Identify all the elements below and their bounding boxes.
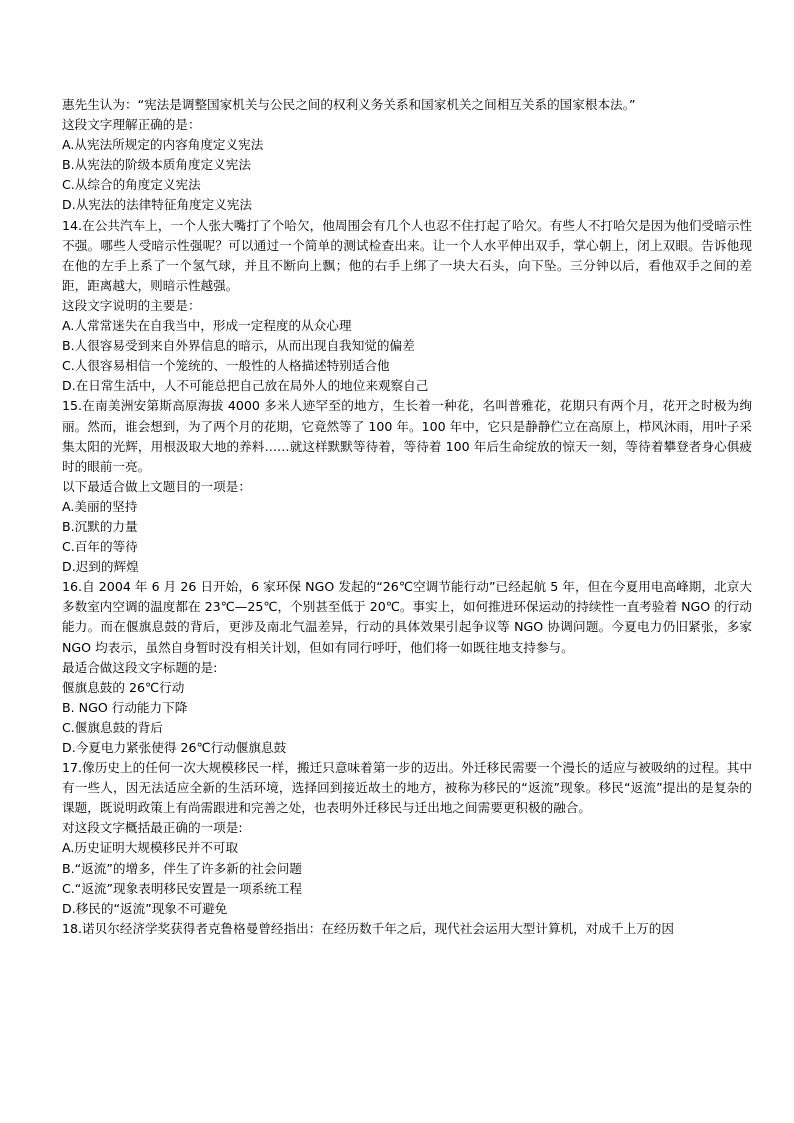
q16-stem: 16.自 2004 年 6 月 26 日开始，6 家环保 NGO 发起的“26℃空调节能行动”已经起航 5 年，但在今夏用电高峰期，北京大多数室内空调的温度都在 23℃—25℃，个别甚至低于 20℃。事实上，如何推进环保运动的持续性一直考验着 NGO 的行动能力。而在偃旗息鼓的背后，更涉及南北气温差异，行动的具体效果引起争议等 NGO 协调问题。今夏电力仍旧紧张，多家 NGO 均表示，虽然自身暂时没有相关计划，但如有同行呼吁，他们将一如既往地支持参与。 (62, 579, 752, 655)
q14-stem: 14.在公共汽车上，一个人张大嘴打了个哈欠，他周围会有几个人也忍不住打起了哈欠。有些人不打哈欠是因为他们受暗示性不强。哪些人受暗示性强呢？可以通过一个简单的测试检查出来。让一个人水平伸出双手，掌心朝上，闭上双眼。告诉他现在他的左手上系了一个氢气球，并且不断向上飘；他的右手上绑了一块大石头，向下坠。三分钟以后，看他双手之间的差距，距离越大，则暗示性越强。 (62, 217, 752, 293)
q14-option-b: B.人很容易受到来自外界信息的暗示，从而出现自我知觉的偏差 (62, 338, 415, 354)
q16-option-b: B. NGO 行动能力下降 (62, 699, 188, 715)
q17-question: 对这段文字概括最正确的一项是: (62, 820, 243, 836)
q17-option-c: C.“返流”现象表明移民安置是一项系统工程 (62, 880, 302, 896)
q15-question: 以下最适合做上文题目的一项是： (62, 478, 251, 494)
q14-option-d: D.在日常生活中，人不可能总把自己放在局外人的地位来观察自己 (62, 378, 429, 394)
q17-stem: 17.像历史上的任何一次大规模移民一样，搬迁只意味着第一步的迈出。外迁移民需要一个漫长的适应与被吸纳的过程。其中有一些人，因无法适应全新的生活环境，选择回到接近故土的地方，被称为移民的“返流”现象。移民“返流”提出的是复杂的课题，既说明政策上有尚需跟进和完善之处，也表明外迁移民与迁出地之间需要更积极的融合。 (62, 760, 752, 816)
q14-question: 这段文字说明的主要是： (62, 297, 201, 313)
q17-option-d: D.移民的“返流”现象不可避免 (62, 900, 228, 916)
q13-option-b: B.从宪法的阶级本质角度定义宪法 (62, 157, 251, 173)
q16-question: 最适合做这段文字标题的是: (62, 659, 218, 675)
q15-option-b: B.沉默的力量 (62, 518, 138, 534)
q13-option-d: D.从宪法的法律特征角度定义宪法 (62, 197, 253, 213)
q14-option-a: A.人常常迷失在自我当中，形成一定程度的从众心理 (62, 318, 352, 334)
q17-option-a: A.历史证明大规模移民并不可取 (62, 840, 239, 856)
q13-option-a: A.从宪法所规定的内容角度定义宪法 (62, 137, 264, 153)
q16-option-a: 偃旗息鼓的 26℃行动 (62, 679, 185, 695)
q13-stem: 惠先生认为：“宪法是调整国家机关与公民之间的权利义务关系和国家机关之间相互关系的国家根本法。” (62, 97, 636, 112)
q16-option-c: C.偃旗息鼓的背后 (62, 719, 163, 735)
q17-option-b: B.“返流”的增多，伴生了许多新的社会问题 (62, 860, 302, 876)
q18-stem: 18.诺贝尔经济学奖获得者克鲁格曼曾经指出：在经历数千年之后，现代社会运用大型计算机，对成千上万的因 (62, 920, 674, 936)
q14-option-c: C.人很容易相信一个笼统的、一般性的人格描述特别适合他 (62, 358, 390, 374)
q13-option-c: C.从综合的角度定义宪法 (62, 177, 201, 193)
q16-option-d: D.今夏电力紧张使得 26℃行动偃旗息鼓 (62, 740, 287, 755)
q15-option-a: A.美丽的坚持 (62, 498, 138, 514)
exam-page (62, 95, 752, 939)
q15-option-c: C.百年的等待 (62, 539, 138, 555)
q15-stem: 15.在南美洲安第斯高原海拔 4000 多米人迹罕至的地方，生长着一种花，名叫普雅花，花期只有两个月，花开之时极为绚丽。然而，谁会想到，为了两个月的花期，它竟然等了 100 年。100 年中，它只是静静伫立在高原上，栉风沐雨，用叶子采集太阳的光辉，用根汲取大地的养料……就这样默默等待着，等待着 100 年后生命绽放的惊天一刻，等待着攀登者身心俱疲时的眼前一亮。 (62, 398, 752, 474)
q13-question: 这段文字理解正确的是： (62, 117, 201, 133)
q15-option-d: D.迟到的辉煌 (62, 559, 139, 575)
